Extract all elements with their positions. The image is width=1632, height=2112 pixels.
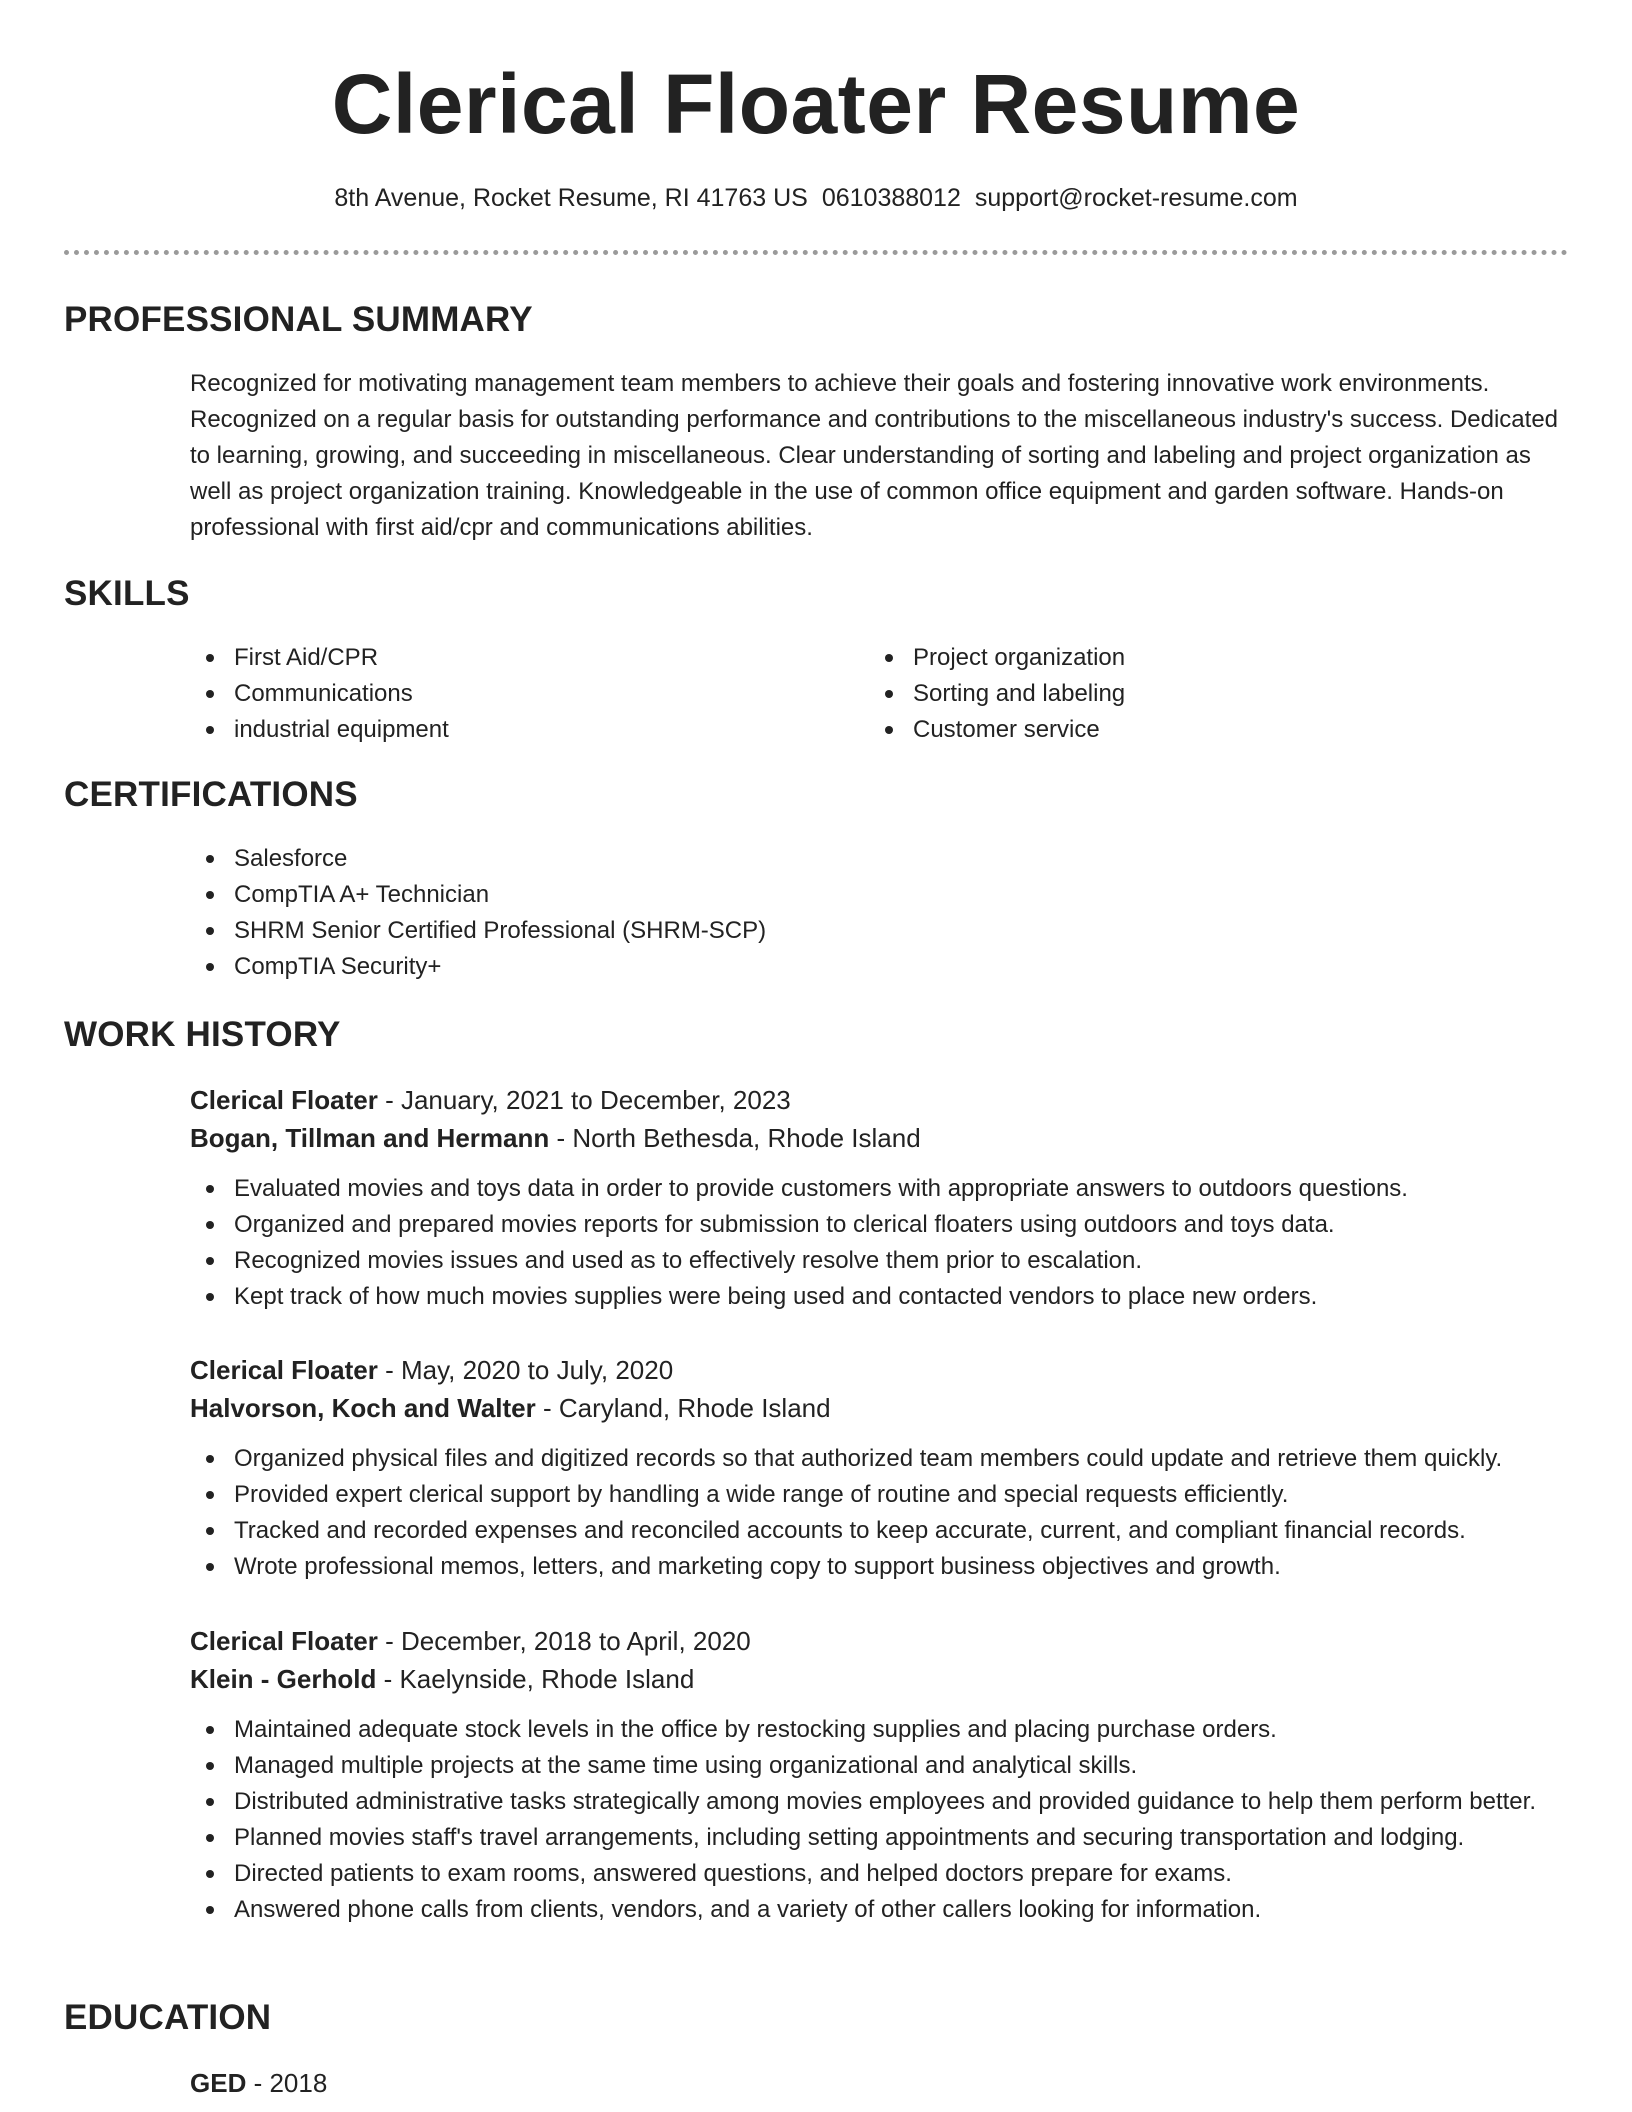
job-duties-list	[190, 1441, 1580, 1585]
skills-list-right	[869, 640, 1125, 748]
education-year: - 2018	[246, 2068, 328, 2098]
certification-item: Salesforce	[190, 841, 766, 877]
job-duty: Evaluated movies and toys data in order to provide customers with appropriate answers to outdoors questions.	[190, 1171, 1580, 1207]
job-duty: Maintained adequate stock levels in the office by restocking supplies and placing purchase orders.	[190, 1712, 1580, 1748]
skills-list-left	[190, 640, 449, 748]
education-entry	[190, 2064, 327, 2102]
section-title-certifications: CERTIFICATIONS	[64, 775, 358, 814]
job-location: - Kaelynside, Rhode Island	[376, 1664, 695, 1694]
certification-item: SHRM Senior Certified Professional (SHRM-SCP)	[190, 913, 766, 949]
job-duty: Distributed administrative tasks strategically among movies employees and provided guidance to help them perform better.	[190, 1784, 1580, 1820]
job-role-line	[190, 1622, 1580, 1660]
job-company: Klein - Gerhold	[190, 1664, 377, 1694]
job-entry	[190, 1622, 1580, 1928]
job-duties-list	[190, 1712, 1580, 1928]
contact-phone: 0610388012	[821, 184, 961, 212]
job-location: - North Bethesda, Rhode Island	[549, 1123, 921, 1153]
contact-email: support@rocket-resume.com	[974, 184, 1298, 212]
skill-item: Sorting and labeling	[869, 676, 1125, 712]
job-dates: - May, 2020 to July, 2020	[377, 1355, 674, 1385]
job-duty: Organized physical files and digitized records so that authorized team members could update and retrieve them quickly.	[190, 1441, 1580, 1477]
job-duty: Answered phone calls from clients, vendors, and a variety of other callers looking for information.	[190, 1892, 1580, 1928]
skill-item: Communications	[190, 676, 449, 712]
job-duty: Provided expert clerical support by handling a wide range of routine and special requests efficiently.	[190, 1477, 1580, 1513]
job-duty: Tracked and recorded expenses and reconciled accounts to keep accurate, current, and compliant financial records.	[190, 1513, 1580, 1549]
job-company: Halvorson, Koch and Walter	[190, 1393, 536, 1423]
job-company-line	[190, 1119, 1580, 1157]
section-title-education: EDUCATION	[64, 1998, 272, 2037]
job-role: Clerical Floater	[190, 1085, 378, 1115]
job-dates: - January, 2021 to December, 2023	[377, 1085, 791, 1115]
certifications-list	[190, 841, 766, 985]
section-title-skills: SKILLS	[64, 574, 190, 613]
job-duty: Wrote professional memos, letters, and marketing copy to support business objectives and growth.	[190, 1549, 1580, 1585]
job-dates: - December, 2018 to April, 2020	[377, 1626, 751, 1656]
job-company-line	[190, 1660, 1580, 1698]
job-duty: Directed patients to exam rooms, answered questions, and helped doctors prepare for exams.	[190, 1856, 1580, 1892]
job-role-line	[190, 1081, 1580, 1119]
job-company-line	[190, 1389, 1580, 1427]
contact-line	[0, 181, 1632, 215]
contact-address: 8th Avenue, Rocket Resume, RI 41763 US	[334, 184, 808, 212]
job-duty: Managed multiple projects at the same time using organizational and analytical skills.	[190, 1748, 1580, 1784]
job-role: Clerical Floater	[190, 1626, 378, 1656]
summary-text: Recognized for motivating management team members to achieve their goals and fostering innovative work environments. Recognized on a regular basis for outstanding performance and contributions to the miscellaneous industry's success. Dedicated to learning, growing, and succeeding in miscellaneous. Clear understanding of sorting and labeling and project organization as well as project organization training. Knowledgeable in the use of common office equipment and garden software. Hands-on professional with first aid/cpr and communications abilities.	[190, 370, 1559, 541]
job-entry	[190, 1081, 1580, 1315]
job-duty: Planned movies staff's travel arrangements, including setting appointments and securing transportation and lodging.	[190, 1820, 1580, 1856]
job-location: - Caryland, Rhode Island	[535, 1393, 831, 1423]
job-role: Clerical Floater	[190, 1355, 378, 1385]
job-role-line	[190, 1351, 1580, 1389]
certification-item: CompTIA Security+	[190, 949, 766, 985]
resume-title: Clerical Floater Resume	[331, 57, 1301, 151]
section-title-work-history: WORK HISTORY	[64, 1015, 341, 1054]
section-title-summary: PROFESSIONAL SUMMARY	[64, 300, 533, 339]
job-entry	[190, 1351, 1580, 1585]
skill-item: First Aid/CPR	[190, 640, 449, 676]
skill-item: industrial equipment	[190, 712, 449, 748]
job-duty: Organized and prepared movies reports for submission to clerical floaters using outdoors and toys data.	[190, 1207, 1580, 1243]
header-divider	[64, 250, 1568, 255]
job-company: Bogan, Tillman and Hermann	[190, 1123, 550, 1153]
job-duty: Kept track of how much movies supplies were being used and contacted vendors to place new orders.	[190, 1279, 1580, 1315]
education-degree: GED	[190, 2068, 247, 2098]
certification-item: CompTIA A+ Technician	[190, 877, 766, 913]
skill-item: Customer service	[869, 712, 1125, 748]
job-duties-list	[190, 1171, 1580, 1315]
skill-item: Project organization	[869, 640, 1125, 676]
job-duty: Recognized movies issues and used as to effectively resolve them prior to escalation.	[190, 1243, 1580, 1279]
